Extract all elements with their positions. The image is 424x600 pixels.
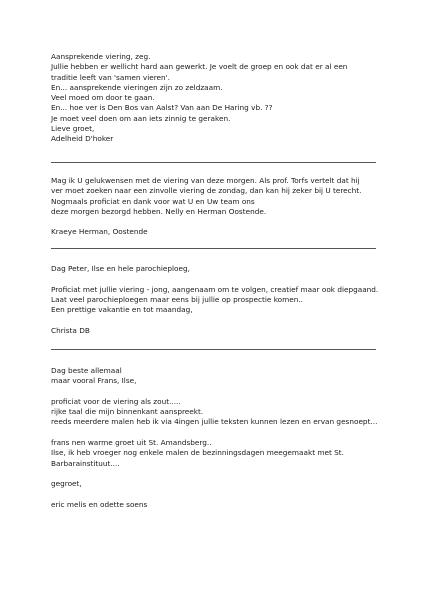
separator-line: [51, 349, 376, 350]
entry-line: Een prettige vakantie en tot maandag,: [51, 305, 193, 315]
entry-line: reeds meerdere malen heb ik via 4ingen jullie teksten kunnen lezen en ervan gesnoept...: [51, 417, 378, 427]
entry-line: frans nen warme groet uit St. Amandsberg..: [51, 438, 212, 448]
entry-signature: Adelheid D'hoker: [51, 134, 114, 144]
entry-line: Barbarainstituut....: [51, 458, 120, 468]
guestbook-entry: [51, 264, 379, 336]
guestbook-entry: [51, 176, 376, 238]
entry-line: Dag Peter, Ilse en hele parochieploeg,: [51, 264, 190, 273]
entry-line: Nogmaals proficiat en dank voor wat U en Uw team ons: [51, 196, 255, 206]
entry-line: Lieve groet,: [51, 124, 95, 134]
entry-line: Proficiat met jullie viering - jong, aangenaam om te volgen, creatief maar ook diepgaand.: [51, 284, 379, 294]
entry-signature: eric melis en odette soens: [51, 499, 148, 509]
separator-line: [51, 248, 376, 249]
entry-line: Aansprekende viering, zeg.: [51, 52, 151, 61]
entry-line: maar vooral Frans, Ilse,: [51, 376, 137, 386]
entry-signature: Kraeye Herman, Oostende: [51, 227, 148, 237]
entry-line: Laat veel parochieploegen maar eens bij jullie op prospectie komen..: [51, 294, 303, 304]
entry-line: proficiat voor de viering als zout.....: [51, 396, 181, 406]
entry-line: Ilse, ik heb vroeger nog enkele malen de bezinningsdagen meegemaakt met St.: [51, 448, 344, 458]
separator-line: [51, 162, 376, 163]
entry-line: deze morgen bezorgd hebben. Nelly en Herman Oostende.: [51, 206, 267, 216]
entry-line: Mag ik U gelukwensen met de viering van deze morgen. Als prof. Torfs vertelt dat hij: [51, 176, 360, 185]
entry-line: traditie leeft van 'samen vieren'.: [51, 72, 170, 82]
entry-signature: Christa DB: [51, 325, 90, 335]
entry-line: Jullie hebben er wellicht hard aan gewerkt. Je voelt de groep en ook dat er al een: [51, 62, 348, 72]
entry-line: rijke taal die mijn binnenkant aanspreekt.: [51, 407, 204, 417]
entry-line: En... hoe ver is Den Bos van Aalst? Van aan De Haring vb. ??: [51, 103, 273, 113]
entry-line: Veel moed om door te gaan.: [51, 93, 155, 103]
entry-line: ver moet zoeken naar een zinvolle viering de zondag, dan kan hij zeker bij U terecht.: [51, 186, 362, 196]
guestbook-entry: [51, 52, 376, 145]
entry-line: En... aansprekende vieringen zijn zo zeldzaam.: [51, 82, 223, 92]
entry-line: Dag beste allemaal: [51, 366, 122, 375]
entry-line: Je moet veel doen om aan iets zinnig te geraken.: [51, 113, 231, 123]
guestbook-entry: [51, 366, 376, 510]
entry-line: gegroet,: [51, 479, 82, 489]
